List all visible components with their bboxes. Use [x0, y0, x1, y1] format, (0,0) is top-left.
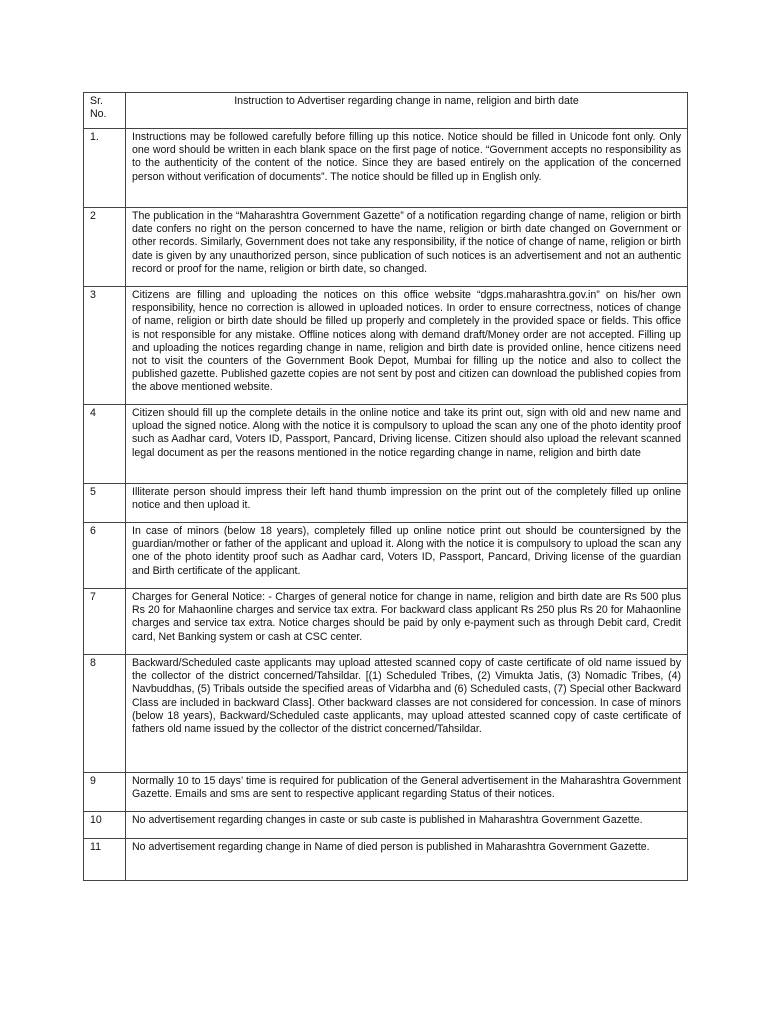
- table-row: [84, 208, 688, 287]
- table-header-row: [84, 93, 688, 129]
- row-number: 5: [84, 484, 126, 523]
- table-row: [84, 812, 688, 839]
- table-row: [84, 287, 688, 405]
- table-row: [84, 405, 688, 484]
- row-instruction-text: Charges for General Notice: - Charges of general notice for change in name, religion and birth date are Rs 500 plus Rs 20 for Mahaonline charges and service tax extra. For backward class applicant Rs 250 plus Rs 20 for Mahaonline charges and service tax extra. Notice charges should be paid by only e-payment such as through Debit card, Credit card, Net Banking system or cash at CSC center.: [126, 589, 688, 655]
- sr-no-header: Sr. No.: [84, 93, 126, 129]
- row-instruction-text: Citizen should fill up the complete details in the online notice and take its print out, sign with old and new name and upload the signed notice. Along with the notice it is compulsory to upload the scan any one of the photo identity proof such as Aadhar card, Voters ID, Passport, Pancard, Driving license. Citizen should also upload the relevant scanned legal document as per the reasons mentioned in the notice regarding change in name, religion and birth date: [126, 405, 688, 484]
- row-instruction-text: Citizens are filling and uploading the notices on this office website “dgps.maharashtra.gov.in” on his/her own responsibility, hence no correction is allowed in uploaded notices. In order to ensure correctness, notices of change of name, religion or birth date should be filled up properly and completely in the provided space or fields. This office is not responsible for any mistake. Offline notices along with demand draft/Money order are not accepted. Filling up and uploading the notices regarding change in name, religion and birth date is provided online, hence citizens need not to visit the counters of the Government Book Depot, Mumbai for filling up the notice and also to collect the published gazette. Published gazette copies are not sent by post and citizen can download the published copies from the above mentioned website.: [126, 287, 688, 405]
- row-instruction-text: Backward/Scheduled caste applicants may upload attested scanned copy of caste certificate of old name issued by the collector of the district concerned/Tahsildar. [(1) Scheduled Tribes, (2) Vimukta Jatis, (3) Nomadic Tribes, (4) Navbuddhas, (5) Tribals outside the specified areas of Vidarbha and (6) Scheduled casts, (7) Special other Backward Class are included in backward Class]. Other backward classes are not considered for concession. In case of minors (below 18 years), Backward/Scheduled caste applicants, may upload attested scanned copy of caste certificate of fathers old name issued by the collector of the district concerned/Tahsildar.: [126, 655, 688, 773]
- table-row: [84, 484, 688, 523]
- table-row: [84, 589, 688, 655]
- table-row: [84, 655, 688, 773]
- row-number: 8: [84, 655, 126, 773]
- row-number: 11: [84, 839, 126, 881]
- row-number: 4: [84, 405, 126, 484]
- row-instruction-text: Instructions may be followed carefully before filling up this notice. Notice should be filled in Unicode font only. Only one word should be written in each blank space on the first page of notice. “Government accepts no responsibility as to the authenticity of the content of the notice. Since they are based entirely on the application of the concerned person without verification of documents”. The notice should be filled up in English only.: [126, 129, 688, 208]
- instructions-table: [83, 92, 688, 881]
- row-number: 10: [84, 812, 126, 839]
- table-row: [84, 523, 688, 589]
- row-instruction-text: In case of minors (below 18 years), completely filled up online notice print out should be countersigned by the guardian/mother or father of the applicant and upload it. Along with the notice it is compulsory to upload the scan any one of the photo identity proof such as Aadhar card, Voters ID, Passport, Pancard, Driving license of the guardian and Birth certificate of the applicant.: [126, 523, 688, 589]
- row-number: 2: [84, 208, 126, 287]
- row-instruction-text: Illiterate person should impress their left hand thumb impression on the print out of the completely filled up online notice and then upload it.: [126, 484, 688, 523]
- table-row: [84, 839, 688, 881]
- table-title: Instruction to Advertiser regarding change in name, religion and birth date: [126, 93, 688, 129]
- table-row: [84, 773, 688, 812]
- row-instruction-text: No advertisement regarding change in Name of died person is published in Maharashtra Government Gazette.: [126, 839, 688, 881]
- row-instruction-text: The publication in the “Maharashtra Government Gazette” of a notification regarding change of name, religion or birth date confers no right on the person concerned to have the name, religion or birth date changed on Government or other records. Similarly, Government does not take any responsibility, if the notice of change of name, religion or birth date is given by any unauthorized person, since publication of such notices is an advertisement and not an authentic record or proof for the name, religion or birth date, so changed.: [126, 208, 688, 287]
- row-number: 9: [84, 773, 126, 812]
- row-instruction-text: No advertisement regarding changes in caste or sub caste is published in Maharashtra Government Gazette.: [126, 812, 688, 839]
- table-row: [84, 129, 688, 208]
- row-number: 7: [84, 589, 126, 655]
- row-number: 1.: [84, 129, 126, 208]
- row-number: 3: [84, 287, 126, 405]
- row-number: 6: [84, 523, 126, 589]
- row-instruction-text: Normally 10 to 15 days’ time is required for publication of the General advertisement in the Maharashtra Government Gazette. Emails and sms are sent to respective applicant regarding Status of their notices.: [126, 773, 688, 812]
